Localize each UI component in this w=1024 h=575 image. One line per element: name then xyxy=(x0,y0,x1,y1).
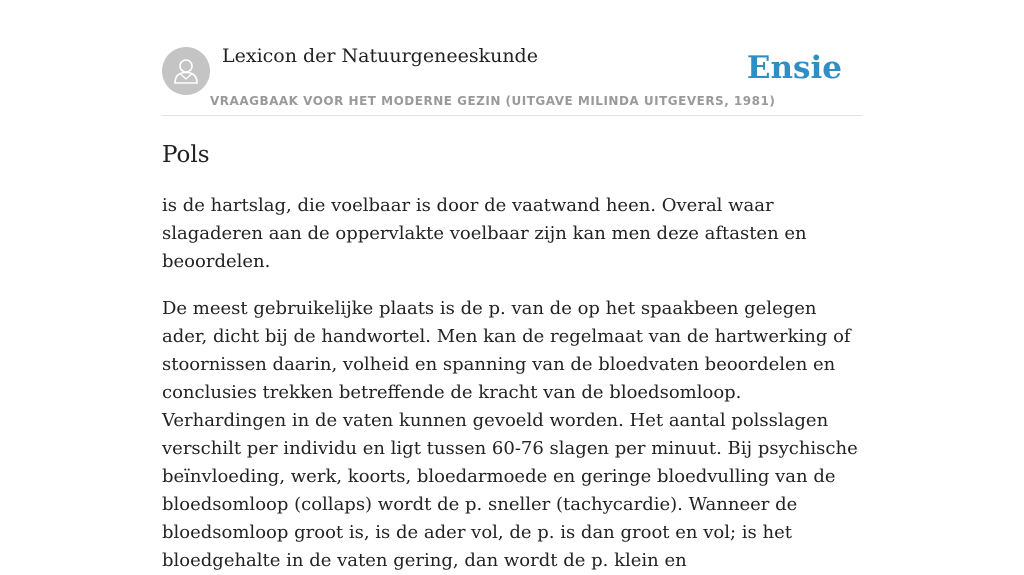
book-title-link[interactable]: Lexicon der Natuurgeneeskunde xyxy=(222,45,538,67)
avatar[interactable] xyxy=(162,47,210,95)
entry-paragraph: is de hartslag, die voelbaar is door de vaatwand heen. Overal waar slagaderen aan de oppervlakte voelbaar zijn kan men deze aftasten en beoordelen. xyxy=(162,195,807,272)
ensie-logo-link[interactable]: Ensie xyxy=(746,50,842,86)
main-content xyxy=(162,0,862,575)
entry-paragraph: De meest gebruikelijke plaats is de p. van de op het spaakbeen gelegen ader, dicht bij de handwortel. Men kan de regelmaat van de hartwerking of stoornissen daarin, volheid en spanning van de bloedvaten beoordelen en conclusies trekken betreffende de kracht van de bloedsomloop. Verhardingen in de vaten kunnen gevoeld worden. Het aantal polsslagen verschilt per individu en ligt tussen 60-76 slagen per minuut. Bij psychische beïnvloeding, werk, koorts, bloedarmoede en geringe bloedvulling van de bloedsomloop (collaps) wordt de p. sneller (tachycardie). Wanneer de bloedsomloop groot is, is de ader vol, de p. is dan groot en vol; is het bloedgehalte in de vaten gering, dan wordt de p. klein en xyxy=(162,298,858,571)
entry-title: Pols xyxy=(162,142,210,168)
user-silhouette-icon xyxy=(171,56,201,86)
book-header xyxy=(162,0,862,116)
book-subtitle: VRAAGBAAK VOOR HET MODERNE GEZIN (UITGAVE MILINDA UITGEVERS, 1981) xyxy=(210,94,776,108)
